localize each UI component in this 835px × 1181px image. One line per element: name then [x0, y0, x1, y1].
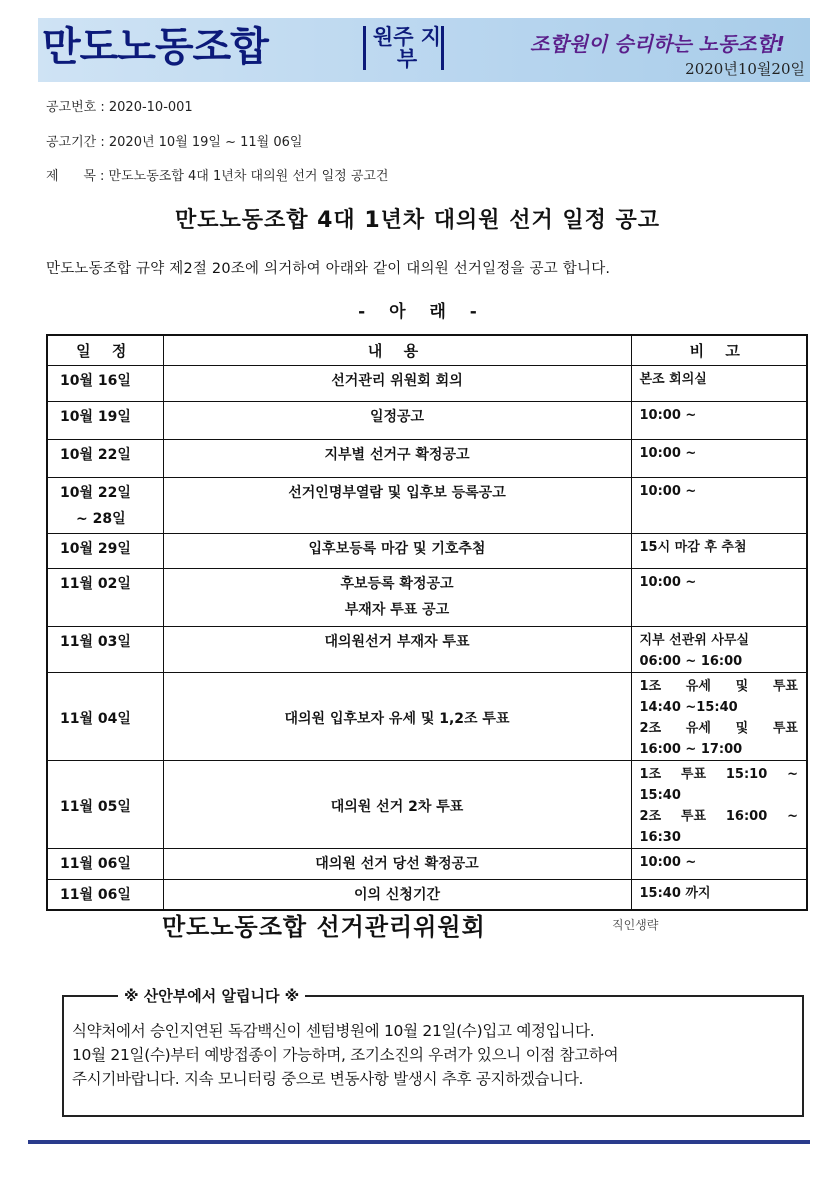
footer-divider [28, 1140, 810, 1144]
row-content: 선거관리 위원회 회의 [163, 365, 631, 401]
row-note-line4: 16:00 ~ 17:00 [639, 741, 743, 757]
table-row [47, 533, 807, 568]
table-row [47, 365, 807, 401]
row-date: 11월 04일 [47, 672, 163, 760]
table-row [47, 626, 807, 672]
row-note: 10:00 ~ [631, 477, 807, 533]
row-note-line2: 15:40 [639, 787, 681, 803]
safety-notice-title: ※ 산안부에서 알립니다 ※ [118, 985, 305, 1006]
row-content: 지부별 선거구 확정공고 [163, 439, 631, 477]
banner-divider-left [363, 26, 366, 70]
row-date: 10월 22일 [47, 439, 163, 477]
row-note: 10:00 ~ [631, 568, 807, 626]
row-date: 10월 19일 [47, 401, 163, 439]
row-content: 일정공고 [163, 401, 631, 439]
row-note-line4: 16:30 [639, 829, 681, 845]
row-note-line3: 2조 유세 및 투표 [639, 720, 798, 736]
table-row [47, 568, 807, 626]
schedule-table [46, 334, 808, 911]
row-content: 대의원선거 부재자 투표 [163, 626, 631, 672]
row-note [631, 760, 807, 848]
row-note-line2: 06:00 ~ 16:00 [639, 653, 743, 669]
row-content: 대의원 선거 당선 확정공고 [163, 848, 631, 879]
row-note-line1: 지부 선관위 사무실 [639, 632, 750, 648]
union-slogan: 조합원이 승리하는 노동조합! [530, 32, 785, 56]
table-row [47, 401, 807, 439]
table-row [47, 477, 807, 533]
row-content: 선거인명부열람 및 입후보 등록공고 [163, 477, 631, 533]
table-header-row [47, 335, 807, 365]
row-content: 입후보등록 마감 및 기호추첨 [163, 533, 631, 568]
row-note: 10:00 ~ [631, 401, 807, 439]
row-date: 10월 29일 [47, 533, 163, 568]
table-row [47, 439, 807, 477]
row-note-line2: 14:40 ~15:40 [639, 699, 738, 715]
row-date [47, 477, 163, 533]
row-content: 이의 신청기간 [163, 879, 631, 910]
row-content [163, 568, 631, 626]
row-note-line1: 1조 투표 15:10 ~ [639, 766, 798, 782]
table-row [47, 848, 807, 879]
safety-notice-line: 10월 21일(수)부터 예방접종이 가능하며, 조기소진의 우려가 있으니 이점 참고하여 [72, 1046, 619, 1064]
row-date: 11월 03일 [47, 626, 163, 672]
row-note-line1: 1조 유세 및 투표 [639, 678, 798, 694]
table-row [47, 672, 807, 760]
row-date: 11월 06일 [47, 848, 163, 879]
safety-notice-line: 주시기바랍니다. 지속 모니터링 중으로 변동사항 발생시 추후 공지하겠습니다. [72, 1070, 584, 1088]
signature-name: 만도노동조합 선거관리위원회 [162, 913, 486, 941]
banner-divider-right [441, 26, 444, 70]
branch-name: 원주 지부 [372, 25, 442, 71]
row-date-end: ~ 28일 [76, 510, 126, 527]
union-name: 만도노동조합 [42, 24, 268, 70]
row-content-line2: 부재자 투표 공고 [344, 601, 450, 618]
row-note [631, 626, 807, 672]
row-note: 본조 회의실 [631, 365, 807, 401]
row-note: 10:00 ~ [631, 439, 807, 477]
safety-notice-line: 식약처에서 승인지연된 독감백신이 센텀병원에 10월 21일(수)입고 예정입니다. [72, 1022, 595, 1040]
header-note: 비 고 [631, 335, 807, 365]
row-note [631, 672, 807, 760]
row-note: 15시 마감 후 추첨 [631, 533, 807, 568]
row-date: 11월 05일 [47, 760, 163, 848]
notice-intro: 만도노동조합 규약 제2절 20조에 의거하여 아래와 같이 대의원 선거일정을 공고 합니다. [46, 261, 611, 277]
safety-notice-body [72, 1019, 618, 1091]
notice-number: 공고번호 : 2020-10-001 [46, 100, 193, 115]
issue-date: 2020년10월20일 [685, 60, 805, 78]
table-row [47, 879, 807, 910]
notice-title: 만도노동조합 4대 1년차 대의원 선거 일정 공고 [174, 208, 661, 233]
row-content-line1: 후보등록 확정공고 [340, 575, 454, 592]
table-row [47, 760, 807, 848]
row-date-start: 10월 22일 [60, 484, 131, 501]
row-date: 11월 02일 [47, 568, 163, 626]
row-note-line3: 2조 투표 16:00 ~ [639, 808, 798, 824]
row-content: 대의원 입후보자 유세 및 1,2조 투표 [163, 672, 631, 760]
safety-notice-box [62, 995, 804, 1117]
row-content: 대의원 선거 2차 투표 [163, 760, 631, 848]
seal-omitted: 직인생략 [612, 918, 659, 932]
row-date: 10월 16일 [47, 365, 163, 401]
row-date: 11월 06일 [47, 879, 163, 910]
row-note: 10:00 ~ [631, 848, 807, 879]
header-content: 내 용 [163, 335, 631, 365]
row-note: 15:40 까지 [631, 879, 807, 910]
notice-subject: 제 목 : 만도노동조합 4대 1년차 대의원 선거 일정 공고건 [46, 169, 389, 184]
below-heading: - 아 래 - [358, 302, 477, 322]
notice-period: 공고기간 : 2020년 10월 19일 ~ 11월 06일 [46, 135, 303, 150]
header-date: 일 정 [47, 335, 163, 365]
